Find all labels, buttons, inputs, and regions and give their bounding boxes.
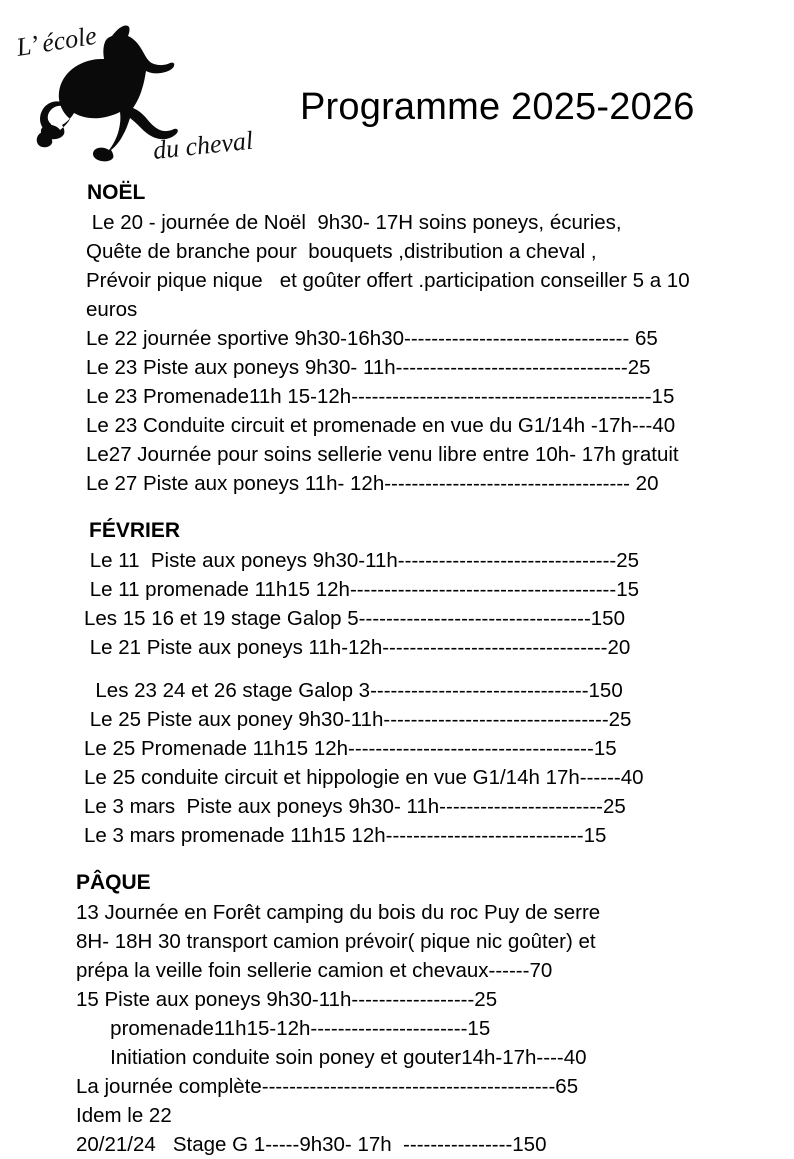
subsection-spacer <box>0 662 794 676</box>
programme-line: Le 3 mars Piste aux poneys 9h30- 11h------------------------25 <box>84 795 626 818</box>
section-title-paque: PÂQUE <box>76 871 151 894</box>
programme-line: Le 20 - journée de Noël 9h30- 17H soins poneys, écuries, <box>86 211 622 234</box>
svg-text:L’ école: L’ école <box>14 20 99 62</box>
programme-line: promenade11h15-12h-----------------------15 <box>76 1017 491 1040</box>
programme-line: Le 11 promenade 11h15 12h---------------------------------------15 <box>84 578 640 601</box>
programme-line: 13 Journée en Forêt camping du bois du roc Puy de serre <box>76 901 601 924</box>
programme-line: Le 3 mars promenade 11h15 12h-----------------------------15 <box>84 824 607 847</box>
programme-line: Le 25 Piste aux poney 9h30-11h---------------------------------25 <box>84 708 632 731</box>
programme-line: La journée complète-------------------------------------------65 <box>76 1075 579 1098</box>
programme-line: 8H- 18H 30 transport camion prévoir( pique nic goûter) et <box>76 930 596 953</box>
programme-line: Idem le 22 <box>76 1104 172 1127</box>
programme-line: 15 Piste aux poneys 9h30-11h------------------25 <box>76 988 498 1011</box>
programme-line: euros <box>86 298 138 321</box>
programme-line: Le 25 conduite circuit et hippologie en vue G1/14h 17h------40 <box>84 766 644 789</box>
section-noel <box>0 178 794 498</box>
section-spacer <box>0 850 794 868</box>
programme-line: Le 11 Piste aux poneys 9h30-11h--------------------------------25 <box>84 549 640 572</box>
programme-line: Les 15 16 et 19 stage Galop 5----------------------------------150 <box>84 607 625 630</box>
programme-line: Le27 Journée pour soins sellerie venu libre entre 10h- 17h gratuit <box>86 443 679 466</box>
section-fevrier <box>0 516 794 850</box>
document-header <box>0 0 794 178</box>
page-title: Programme 2025-2026 <box>300 86 695 128</box>
programme-line: Les 23 24 et 26 stage Galop 3--------------------------------150 <box>84 679 623 702</box>
programme-line: Le 25 Promenade 11h15 12h------------------------------------15 <box>84 737 617 760</box>
programme-line: Le 27 Piste aux poneys 11h- 12h------------------------------------ 20 <box>86 472 659 495</box>
programme-line: Initiation conduite soin poney et gouter14h-17h----40 <box>76 1046 587 1069</box>
section-title-noel: NOËL <box>87 181 146 204</box>
svg-text:du cheval: du cheval <box>151 125 255 165</box>
programme-line: Quête de branche pour bouquets ,distribution a cheval , <box>86 240 597 263</box>
section-title-fevrier: FÉVRIER <box>89 519 181 542</box>
programme-body <box>0 178 794 1159</box>
programme-line: Prévoir pique nique et goûter offert .participation conseiller 5 a 10 <box>86 269 690 292</box>
programme-line: Le 23 Promenade11h 15-12h--------------------------------------------15 <box>86 385 675 408</box>
section-paque <box>0 868 794 1159</box>
programme-line: Le 22 journée sportive 9h30-16h30--------------------------------- 65 <box>86 327 658 350</box>
programme-line: Le 23 Conduite circuit et promenade en vue du G1/14h -17h---40 <box>86 414 676 437</box>
programme-line: Le 21 Piste aux poneys 11h-12h---------------------------------20 <box>84 636 631 659</box>
programme-line: 20/21/24 Stage G 1-----9h30- 17h ----------------150 <box>76 1133 547 1156</box>
programme-line: Le 23 Piste aux poneys 9h30- 11h----------------------------------25 <box>86 356 651 379</box>
section-spacer <box>0 498 794 516</box>
programme-line: prépa la veille foin sellerie camion et chevaux------70 <box>76 959 553 982</box>
horse-silhouette-logo <box>14 14 286 174</box>
